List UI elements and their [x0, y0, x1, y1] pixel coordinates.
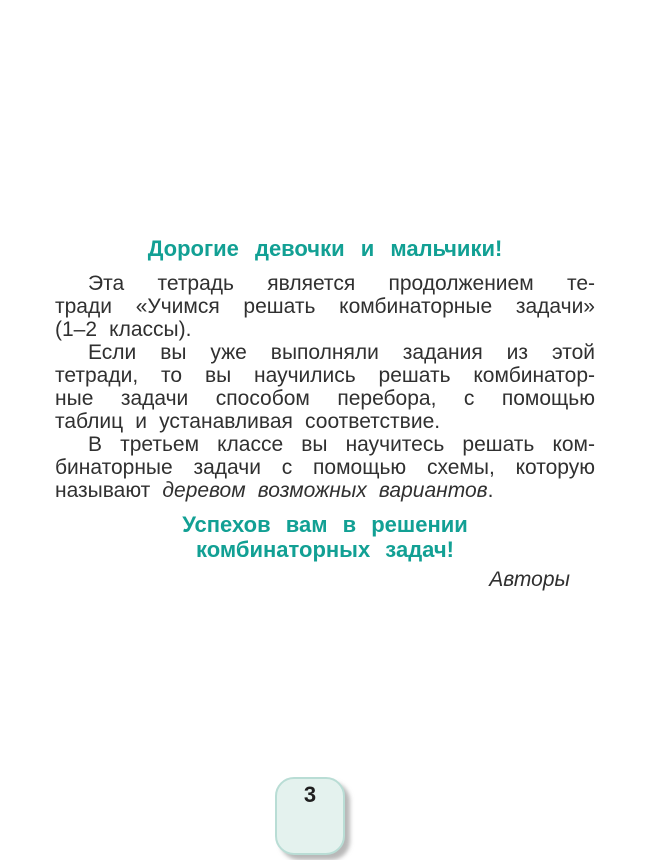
heading-good-luck	[55, 512, 595, 562]
text-line-with-italic	[55, 479, 595, 502]
heading-welcome: Дорогие девочки и мальчики!	[147, 236, 503, 261]
text-line: тради «Учимся решать комбинаторные задачи»	[55, 295, 595, 318]
body-text	[55, 272, 595, 502]
text-line: бинаторные задачи с помощью схемы, которую	[55, 456, 595, 479]
text-line: таблиц и устанавливая соответствие.	[55, 410, 441, 433]
italic-term: деревом возможных вариантов	[162, 479, 488, 502]
text-line: тетради, то вы научились решать комбинатор-	[55, 364, 595, 387]
text-line: (1–2 классы).	[55, 318, 192, 341]
heading-good-luck-line1: Успехов вам в решении	[182, 512, 468, 537]
authors-signature: Авторы	[489, 568, 570, 591]
text-line: В третьем классе вы научитесь решать ком-	[88, 433, 595, 456]
page-number-box	[275, 777, 345, 855]
text-line: ные задачи способом перебора, с помощью	[55, 387, 595, 410]
text-run: называют	[55, 479, 163, 502]
page-number: 3	[303, 782, 317, 807]
text-column	[55, 0, 595, 592]
text-line: Если вы уже выполняли задания из этой	[88, 341, 595, 364]
text-line: Эта тетрадь является продолжением те-	[88, 272, 595, 295]
heading-good-luck-line2: комбинаторных задач!	[196, 537, 454, 562]
text-run: .	[487, 479, 494, 502]
